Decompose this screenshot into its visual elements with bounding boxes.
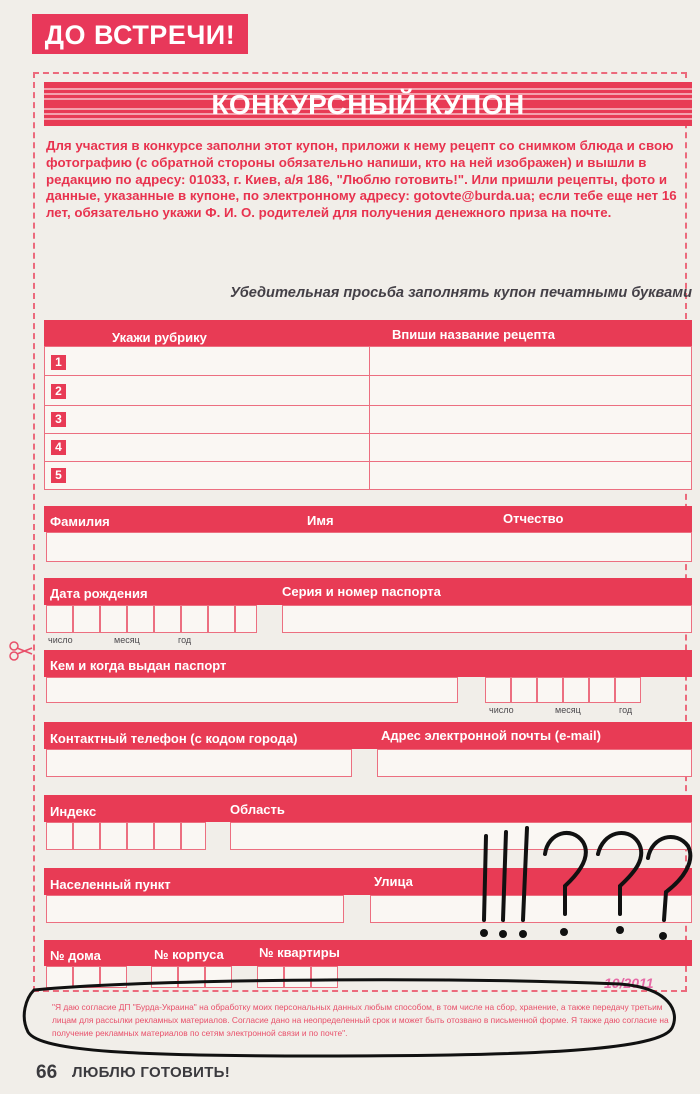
passport-month-caption: месяц	[555, 705, 581, 715]
birth-year-cell[interactable]	[208, 605, 235, 633]
index-digit-cell[interactable]	[100, 822, 127, 850]
section-tag: ДО ВСТРЕЧИ!	[32, 14, 248, 54]
birth-date-label: Дата рождения	[50, 586, 148, 601]
house-label: № дома	[50, 948, 101, 963]
birth-year-caption: год	[178, 635, 192, 645]
phone-label: Контактный телефон (с кодом города)	[50, 731, 298, 746]
region-label: Область	[230, 802, 285, 817]
passport-year-cell[interactable]	[615, 677, 641, 703]
recipe-row-line	[44, 433, 692, 434]
passport-year-caption: год	[619, 705, 633, 715]
print-request: Убедительная просьба заполнять купон печатными буквами	[230, 285, 692, 301]
birth-year-cell[interactable]	[235, 605, 257, 633]
city-field[interactable]	[46, 895, 344, 923]
index-digit-cell[interactable]	[46, 822, 73, 850]
birth-month-cell[interactable]	[127, 605, 154, 633]
intro-text: Для участия в конкурсе заполни этот купон, приложи к нему рецепт со снимком блюда и свою фотографию (с обратной стороны обязательно напиши, кто на ней изображен) и вышли в редакцию по адресу: 01033, г. Киев, а/я 186, "Люблю готовить!". Или пришли рецепты, фото и данные, указанные в купоне, по электронному адресу: gotovte@burda.ua; если тебе еще нет 16 лет, обязательно укажи Ф. И. О. родителей для получения денежного приза на почте.	[46, 138, 677, 221]
passport-issued-label: Кем и когда выдан паспорт	[50, 658, 227, 673]
birth-day-caption: число	[48, 635, 73, 645]
email-label: Адрес электронной почты (e-mail)	[381, 728, 601, 743]
birth-year-cell[interactable]	[181, 605, 208, 633]
index-digit-cell[interactable]	[127, 822, 154, 850]
recipe-row-number: 5	[51, 468, 66, 483]
building-label: № корпуса	[154, 947, 224, 962]
birth-month-caption: месяц	[114, 635, 140, 645]
hand-drawn-ellipse	[20, 976, 684, 1060]
recipe-row-number: 2	[51, 384, 66, 399]
index-label: Индекс	[50, 804, 97, 819]
recipe-row-line	[44, 461, 692, 462]
index-digit-cell[interactable]	[154, 822, 181, 850]
fio-band	[44, 506, 692, 532]
recipes-divider	[369, 346, 370, 490]
page-number: 66	[36, 1062, 58, 1083]
surname-label: Фамилия	[50, 514, 110, 529]
recipe-row-line	[44, 375, 692, 376]
consent-text: "Я даю согласие ДП "Бурда-Украина" на обработку моих персональных данных любым способом, в том числе на сбор, хранение, а также передачу третьим лицам для рассылки рекламных материалов. Согласие дано на неопределенный срок и может быть отозвано в письменной форме. Я также даю согласие на получение рекламных материалов по сетям электронной связи и по почте".	[52, 1002, 669, 1038]
birth-month-cell[interactable]	[100, 605, 127, 633]
magazine-name: ЛЮБЛЮ ГОТОВИТЬ!	[72, 1064, 231, 1081]
scissors-icon	[8, 640, 34, 662]
city-label: Населенный пункт	[50, 877, 171, 892]
index-digit-cell[interactable]	[73, 822, 100, 850]
recipe-row-line	[44, 405, 692, 406]
patronymic-label: Отчество	[503, 511, 564, 526]
recipe-row-number: 1	[51, 355, 66, 370]
name-label: Имя	[307, 513, 334, 528]
passport-series-field[interactable]	[282, 605, 692, 633]
passport-day-cell[interactable]	[485, 677, 511, 703]
recipe-row-number: 3	[51, 412, 66, 427]
coupon-title: КОНКУРСНЫЙ КУПОН	[211, 89, 525, 120]
birth-day-cell[interactable]	[73, 605, 100, 633]
recipes-table	[44, 346, 692, 490]
apartment-label: № квартиры	[259, 945, 340, 960]
passport-month-cell[interactable]	[537, 677, 563, 703]
passport-day-caption: число	[489, 705, 514, 715]
passport-issued-field[interactable]	[46, 677, 458, 703]
index-digit-cell[interactable]	[181, 822, 206, 850]
index-band	[44, 795, 692, 822]
passport-series-label: Серия и номер паспорта	[282, 584, 441, 599]
email-field[interactable]	[377, 749, 692, 777]
fio-field[interactable]	[46, 532, 692, 562]
birth-year-cell[interactable]	[154, 605, 181, 633]
phone-field[interactable]	[46, 749, 352, 777]
street-label: Улица	[374, 874, 413, 889]
birth-day-cell[interactable]	[46, 605, 73, 633]
rubric-column-label: Укажи рубрику	[112, 330, 207, 345]
passport-day-cell[interactable]	[511, 677, 537, 703]
issue-number: 10/2011	[604, 975, 654, 991]
passport-year-cell[interactable]	[589, 677, 615, 703]
recipe-row-number: 4	[51, 440, 66, 455]
handwritten-scribble	[462, 826, 696, 952]
recipe-name-column-label: Впиши название рецепта	[392, 327, 555, 342]
passport-month-cell[interactable]	[563, 677, 589, 703]
